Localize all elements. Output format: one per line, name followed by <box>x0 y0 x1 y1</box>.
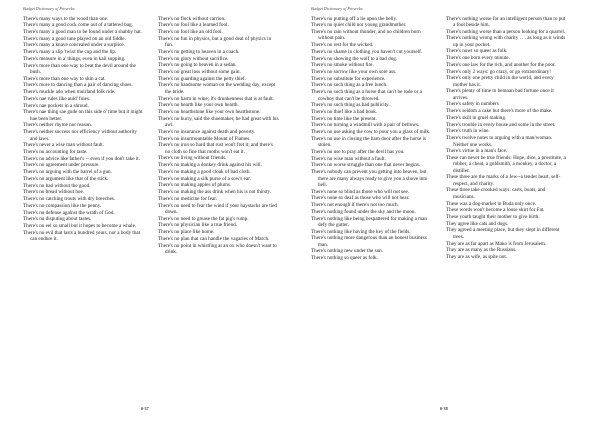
proverb-entry: There's more than one way to beat the devil around the bush. <box>23 62 136 75</box>
running-head: Budget Dictionary of Proverbs <box>23 6 75 11</box>
proverb-entry: There's no eel so small but it hopes to become a whale. <box>23 223 137 230</box>
proverb-entry: There's no agreement under pressure. <box>23 162 100 169</box>
proverb-entry: There's no substitute for experience. <box>311 75 386 82</box>
proverb-entry: There's many a knave concealed under a surplice. <box>23 42 125 49</box>
proverb-entry: There's safety in numbers <box>446 101 499 108</box>
proverb-entry: There's nothing new under the sun. <box>311 248 384 255</box>
proverb-entry: There's nothing like being bespattered for making a man defy the gutter. <box>311 215 427 228</box>
proverb-entry: There's no such thing as bad publicity. <box>311 102 390 109</box>
proverb-entry: There's virtue in a man's face. <box>446 148 508 155</box>
proverb-entry: There's no hearth like your own hearth. <box>158 102 239 109</box>
proverb-entry: There's no quiet child nor young grandmother. <box>311 22 407 29</box>
proverb-entry: There's no evil that lasts a hundred years, nor a body that can endure it. <box>23 229 141 243</box>
proverb-entry: There's no plan that can handle the vagaries of March. <box>158 235 270 242</box>
proverb-entry: There's no need to grease the fat pig's rump. <box>158 215 249 222</box>
proverb-entry: There's nothing found under the sky and the moon. <box>311 208 416 215</box>
page-number: 6-38 <box>440 406 448 411</box>
proverb-entry: There's no insurmountable Mount of Flames. <box>158 135 251 142</box>
proverb-entry: There's muckle ado when muirland folk ride. <box>23 89 116 96</box>
proverb-entry: These was a dog-market in Buda only once. <box>446 200 537 207</box>
proverb-entry: There's no hurry, said the shoemaker, he had great with his awl. <box>158 115 279 129</box>
proverb-entry: There's no making apples of plums. <box>158 182 232 189</box>
proverb-entry: There's nothing worse than a person looking for a quarrel. <box>446 28 566 35</box>
proverb-entry: There's no thief like a bad book. <box>311 109 378 115</box>
proverb-entry: There's nobody can prevent you getting into heaven, but there are many always ready to give you a shove into hell. <box>311 169 428 188</box>
proverb-entry: There's no turning a windmill with a pair of bellows. <box>311 122 420 129</box>
proverb-entry: These three take crooked ways: carts, boats, and musicians. <box>446 187 546 200</box>
proverb-entry: There's no making a donkey drink against his will. <box>158 162 262 169</box>
proverb-entry: There's no making the ass drink when his is not thirsty. <box>158 189 271 196</box>
proverb-entry: There's no handsome woman on the wedding day, except the bride. <box>158 82 276 95</box>
proverb-entry: There's no rain without thunder, and no children born without pain. <box>311 28 421 42</box>
proverb-entry: There's more than one way to skin a cat. <box>23 75 106 82</box>
proverb-entry: There's nae rules like auld' fules. <box>23 95 91 102</box>
proverb-entry: There's only one pretty child in the world, and every mother has it. <box>446 75 554 88</box>
proverb-entry: There's one born every minute. <box>446 55 510 62</box>
proverb-entry: There's no bread without hoe. <box>23 189 85 196</box>
proverb-entry: There's no such thing as a free lunch. <box>311 82 388 89</box>
proverb-entry: There's no physician like a true friend. <box>158 222 238 229</box>
proverb-entry: There's no guarding against the petty thief. <box>158 75 246 82</box>
proverb-entry: There's none so deaf as those who will not hear. <box>311 195 410 202</box>
proverb-entry: There's never a wise man without fault. <box>23 142 105 149</box>
proverb-entry: There's no hearthstone like your own hearthstone. <box>158 109 261 115</box>
proverb-entry: There's no argument like that of the stick. <box>23 175 109 182</box>
proverb-entry: There's none so blind as those who will not see. <box>311 188 410 195</box>
proverb-entry: There's skill in gruel making. <box>446 114 507 121</box>
proverb-entry: There's no defense against the wrath of God. <box>23 209 115 216</box>
proverb-entry: There's truth in wine. <box>446 128 490 135</box>
proverb-entry: These youth taught their mother to give birth. <box>446 214 540 221</box>
proverb-entry: There's no flock without carrion. <box>158 15 226 22</box>
proverb-entry: There's no smoke without fire. <box>311 62 374 69</box>
proverb-entry: There's no going to heaven in a sedan. <box>158 62 237 69</box>
proverb-entry: They are as far apart as Mako is from Jerusalem. <box>446 240 547 247</box>
proverb-entry: There's one law for the rich, and another for the poor. <box>446 61 556 68</box>
proverb-entry: There's no use asking the cow to pour you a glass of milk. <box>311 129 431 136</box>
proverb-entry: There's no fun in physics, but a good deal of physics in fun. <box>158 35 272 49</box>
page-number: 6-37 <box>141 406 149 411</box>
proverb-entry: There's plenty of time to bemoan bad fortune once it arrives. <box>446 88 554 101</box>
proverb-entry: There's no putting off a lie upon the belly. <box>311 15 398 22</box>
proverb-entry: There's no rest for the wicked. <box>311 42 374 49</box>
proverb-entry: There's neither rhyme nor reason. <box>23 122 93 129</box>
proverb-entry: There's many a slip 'twixt the cup and the lip. <box>23 49 117 56</box>
proverb-entry: There's nothing worse for an intelligent person than to put a fool beside him. <box>446 15 566 28</box>
proverb-entry: There's not enough if there's not too much. <box>311 202 399 209</box>
proverb-entry: There's no sorrow like your own sore ass. <box>311 68 397 75</box>
proverb-entry: These can never be true friends: Hope, dice, a prostitute, a robber, a cheat, a goldsmith, a monkey, a doctor, a distiller. <box>446 154 566 174</box>
proverb-entry: There's measure in a' things, even in kail supping. <box>23 55 126 62</box>
proverb-entry: There's nothing wrong with charity . . . as long as it winds up in your pocket. <box>446 35 566 48</box>
proverb-entry: There's nae pockets in a shroud. <box>23 102 89 109</box>
proverb-entry: They agreed a meeting place, but they slept in different trees. <box>446 227 560 240</box>
proverb-entry: There's nowt so queer as folk. <box>446 48 508 55</box>
proverb-entry: They are as many as the Russians. <box>446 247 517 254</box>
proverb-column <box>158 16 279 256</box>
proverb-entry: There's many a good tune played on an old fiddle. <box>23 35 126 42</box>
proverb-entry: There's no bad without the good. <box>23 182 91 189</box>
proverb-entry: There's nothing like having the key of the fields. <box>311 228 411 235</box>
proverb-entry: There's no accounting for taste. <box>23 149 88 156</box>
proverb-entry: There's nothing so queer as folk. <box>311 255 378 262</box>
proverb-entry: There's no use to pray after the devil has you. <box>311 149 405 156</box>
proverb-entry: There's no great loss without some gain. <box>158 68 241 75</box>
proverb-entry: There's no worse struggle than one that never begins. <box>311 162 421 169</box>
proverb-entry: There's no arguing with the barrel of a gun. <box>23 169 112 176</box>
proverb-entry: There's no shame in clothing you haven't cut yourself. <box>311 48 423 55</box>
proverb-entry: There's no living without friends. <box>158 155 227 162</box>
proverb-entry: There's no fool like a learned fool. <box>158 22 229 29</box>
proverb-entry: There's no such thing as a horse that can't be rode or a cowboy that can't be throwed. <box>311 89 422 102</box>
running-head: Budget Dictionary of Proverbs <box>311 6 363 11</box>
proverb-entry: There's no insurance against death and poverty. <box>158 128 256 135</box>
proverb-entry: There's neither success nor efficiency without authority and laws. <box>23 129 137 142</box>
proverb-entry: There's no disputing about tastes. <box>23 216 92 223</box>
proverb-entry: There's only 2 ways: go crazy, or go extraordinary! <box>446 68 551 75</box>
proverb-entry: There's no advice like father's -- even if you don't take it. <box>23 155 140 162</box>
right-page <box>300 0 600 424</box>
proverb-entry: There's no compassion like the penny. <box>23 202 102 209</box>
proverb-entry: There's no glory without sacrifice. <box>158 55 229 62</box>
proverb-entry: There's no getting to heaven in a coach. <box>158 48 240 55</box>
proverb-entry: There's no point in whistling at an ox who doesn't want to drink. <box>158 242 277 255</box>
proverb-entry: There's seldom a cake but there's more of the make. <box>446 108 553 115</box>
proverb-entry: There's no need to fear the wind if your haystacks are tied down. <box>158 202 277 215</box>
proverb-entry: These words won't become a loose skirt for Fat. <box>446 207 545 214</box>
proverb-entry: There's no harm in wine; it's drunkenness that is at fault. <box>158 95 274 102</box>
proverb-entry: There's many a good cock come out of a tattered bag. <box>23 22 133 29</box>
proverb-entry: They agree like cats and dogs. <box>446 220 509 227</box>
proverb-entry: There's trouble in every house and some in the street. <box>446 121 556 128</box>
proverb-entry: There's no fool like an old fool. <box>158 28 223 35</box>
proverb-entry: There's many a good man to be found under a shabby hat. <box>23 28 142 35</box>
proverb-entry: There's nothing more dangerous than an honest business man. <box>311 235 427 248</box>
proverb-entry: There's more to dancing than a pair of dancing shoes. <box>23 82 133 89</box>
proverb-entry: There's no place like home. <box>158 229 215 236</box>
proverb-entry: There's no time like the present. <box>311 115 377 122</box>
proverb-entry: There's no showing the wolf to a bad dog. <box>311 55 398 62</box>
proverb-entry: There's twelve notes to arguing with a man/woman. Neither one works. <box>446 135 553 148</box>
proverb-column <box>446 16 567 261</box>
proverb-entry: There's no making a good cloak of bad cloth. <box>158 168 251 175</box>
proverb-entry: They are as wife, as spite not. <box>446 254 508 261</box>
proverb-entry: There's no iron so hard that rust won't fret it; and there's no cloth so fine that moths won't eat it. <box>158 142 273 155</box>
proverb-entry: There's no making a silk purse of a sow's ear. <box>158 175 251 182</box>
proverb-entry: There's no catching trouts with dry breeches. <box>23 196 116 203</box>
proverb-entry: There's many ways to the wood than one. <box>23 15 109 22</box>
proverb-entry: There's no wise man without a fault. <box>311 155 386 162</box>
proverb-column <box>23 16 144 243</box>
proverb-entry: These three are the marks of a Jew--a tender heart, self-respect, and charity. <box>446 174 561 187</box>
proverb-column <box>311 16 432 262</box>
proverb-entry: There's no medicine for fear. <box>158 195 218 202</box>
proverb-entry: There's no use in closing the barn door after the horse is stolen. <box>311 135 426 149</box>
proverb-entry: There's nae thing sae gude on this side o' time but it might hae been better. <box>23 109 143 122</box>
